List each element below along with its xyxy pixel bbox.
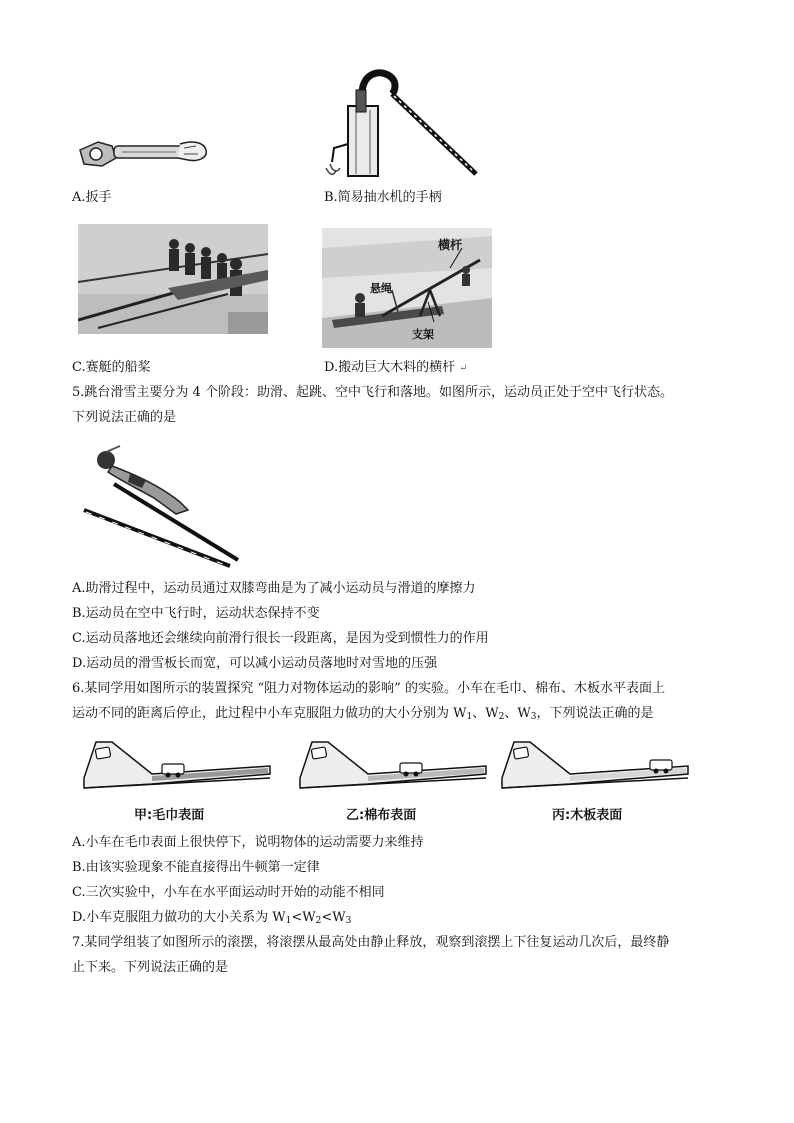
ramp-wood-figure (500, 738, 690, 796)
q7-stem-line2: 止下来。下列说法正确的是 (72, 960, 229, 975)
label-jia-towel: 甲:毛巾表面 (134, 808, 205, 823)
q5-option-a: A.助滑过程中，运动员通过双膝弯曲是为了减小运动员与滑道的摩擦力 (72, 581, 476, 596)
q6-sub-3: 3 (530, 712, 537, 722)
q6-option-d (72, 910, 351, 926)
ski-jumper-figure (80, 440, 240, 570)
q4-option-c: C.赛艇的船桨 (72, 360, 151, 375)
q6-d-lt-2: <W (321, 910, 346, 925)
label-bing-wood: 丙:木板表面 (552, 808, 623, 823)
water-pump-figure (322, 64, 482, 180)
label-yi-cotton: 乙:棉布表面 (346, 808, 417, 823)
q6-stem-line2-post: ，下列说法正确的是 (536, 706, 654, 721)
q6-d-sub-3: 3 (345, 916, 352, 926)
q6-option-c: C.三次实验中，小车在水平面运动时开始的动能不相同 (72, 885, 385, 900)
q6-option-d-pre: D.小车克服阻力做功的大小关系为 W (72, 910, 286, 925)
return-mark-icon: ↵ (459, 363, 468, 374)
q6-stem-line1: 6.某同学用如图所示的装置探究 “阻力对物体运动的影响” 的实验。小车在毛巾、棉布、木板水平表面上 (72, 681, 665, 696)
q6-option-a: A.小车在毛巾表面上很快停下，说明物体的运动需要力来维持 (72, 835, 424, 850)
q4-option-b: B.简易抽水机的手柄 (324, 190, 442, 205)
q5-stem-line1: 5.跳台滑雪主要分为 4 个阶段：助滑、起跳、空中飞行和落地。如图所示，运动员正处于空中飞行状态。 (72, 385, 673, 400)
q7-stem-line1: 7.某同学组装了如图所示的滚摆，将滚摆从最高处由静止释放，观察到滚摆上下往复运动几次后，最终静 (72, 935, 670, 950)
q5-stem-line2: 下列说法正确的是 (72, 410, 177, 425)
q6-sep-2: 、W (504, 706, 531, 721)
q6-d-lt-1: <W (291, 910, 316, 925)
rowing-photo (78, 224, 268, 334)
q4-option-a: A.扳手 (72, 190, 112, 205)
q6-d-sub-1: 1 (285, 916, 292, 926)
wrench-figure (72, 128, 212, 184)
ramp-towel-figure (82, 738, 272, 796)
q5-option-b: B.运动员在空中飞行时，运动状态保持不变 (72, 606, 320, 621)
q6-option-b: B.由该实验现象不能直接得出牛顿第一定律 (72, 860, 320, 875)
q6-sub-2: 2 (498, 712, 505, 722)
q6-sep-1: 、W (472, 706, 499, 721)
q4-option-d-text: D.搬动巨大木料的横杆 (324, 360, 456, 375)
d-label-rope: 悬绳 (370, 282, 392, 295)
lever-timber-figure (322, 228, 492, 348)
q6-sub-1: 1 (466, 712, 473, 722)
ramp-cotton-figure (298, 738, 488, 796)
q5-option-c: C.运动员落地还会继续向前滑行很长一段距离，是因为受到惯性力的作用 (72, 631, 489, 646)
q4-option-d (324, 360, 467, 377)
q6-stem-line2-pre: 运动不同的距离后停止，此过程中小车克服阻力做功的大小分别为 W (72, 706, 467, 721)
d-label-crossbar: 横杆 (438, 238, 463, 252)
q6-d-sub-2: 2 (315, 916, 322, 926)
d-label-support: 支架 (412, 328, 434, 341)
q6-stem-line2 (72, 706, 653, 722)
q5-option-d: D.运动员的滑雪板长而宽，可以减小运动员落地时对雪地的压强 (72, 656, 438, 671)
